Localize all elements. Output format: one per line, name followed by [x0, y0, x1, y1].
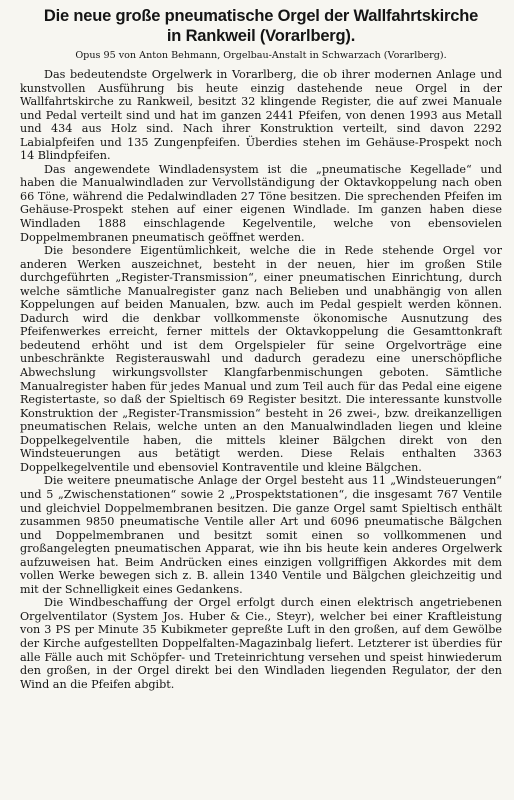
paragraph: Das angewendete Windladensystem ist die „pneumatische Kegellade“ und haben die Manualwindladen zur Vervollständigung der Oktavkoppelung nach oben 66 Töne, während die Pedalwindladen 27 Töne besitzen. Die sprechenden Pfeifen im Gehäuse-Prospekt stehen auf einer eigenen Windlade. Im ganzen haben diese Windladen 1888 einschlagende Kegelventile, welche von ebensovielen Doppelmembranen pneumatisch geöffnet werden. [20, 162, 502, 244]
document-subtitle: Opus 95 von Anton Behmann, Orgelbau-Anstalt in Schwarzach (Vorarlberg). [75, 50, 447, 61]
document-title [20, 6, 502, 46]
paragraph: Die besondere Eigentümlichkeit, welche die in Rede stehende Orgel vor anderen Werken auszeichnet, besteht in der neuen, hier im großen Stile durchgeführten „Register-Transmission“, einer pneumatischen Einrichtung, durch welche sämtliche Manualregister ganz nach Belieben und unabhängig von allen Koppelungen auf beiden Manualen, bzw. auch im Pedal gespielt werden können. Dadurch wird die denkbar vollkommenste ökonomische Ausnutzung des Pfeifenwerkes erreicht, ferner mittels der Oktavkoppelung die Gesamttonkraft bedeutend erhöht und ist dem Orgelspieler für seine Orgelvorträge eine unbeschränkte Registerauswahl und dadurch geradezu eine unerschöpfliche Abwechslung wirkungsvollster Klangfarbenmischungen geboten. Sämtliche Manualregister haben für jedes Manual und zum Teil auch für das Pedal eine eigene Registertaste, so daß der Spieltisch 69 Register besitzt. Die interessante kunstvolle Konstruktion der „Register-Transmission“ besteht in 26 zwei-, bzw. dreikanzelligen pneumatischen Relais, welche unten an den Manualwindladen liegen und kleine Doppelkegelventile haben, die mittels kleiner Bälgchen direkt von den Windsteuerungen aus betätigt werden. Diese Relais enthalten 3363 Doppelkegelventile und ebensoviel Kontraventile und kleine Bälgchen. [20, 244, 502, 474]
paragraph: Die weitere pneumatische Anlage der Orgel besteht aus 11 „Windsteuerungen“ und 5 „Zwischenstationen“ sowie 2 „Prospektstationen“, die insgesamt 767 Ventile und gleichviel Doppelmembranen besitzen. Die ganze Orgel samt Spieltisch enthält zusammen 9850 pneumatische Ventile aller Art und 6096 pneumatische Bälgchen und Doppelmembranen und besitzt somit einen so vollkommenen und großangelegten pneumatischen Apparat, wie ihn bis heute kein anderes Orgelwerk aufzuweisen hat. Beim Andrücken eines einzigen vollgriffigen Akkordes mit dem vollen Werke bewegen sich z. B. allein 1340 Ventile und Bälgchen gleichzeitig und mit der Schnelligkeit eines Gedankens. [20, 474, 502, 596]
title-line-2: in Rankweil (Vorarlberg). [166, 27, 356, 45]
paragraph: Das bedeutendste Orgelwerk in Vorarlberg, die ob ihrer modernen Anlage und kunstvollen Ausführung bis heute einzig dastehende neue Orgel in der Wallfahrtskirche zu Rankweil, besitzt 32 klingende Register, die auf zwei Manuale und Pedal verteilt sind und hat im ganzen 2441 Pfeifen, von denen 1993 aus Metall und 434 aus Holz sind. Nach ihrer Konstruktion verteilt, sind davon 2292 Labialpfeifen und 135 Zungenpfeifen. Überdies stehen im Gehäuse-Prospekt noch 14 Blindpfeifen. [20, 68, 502, 163]
paragraph: Die Windbeschaffung der Orgel erfolgt durch einen elektrisch angetriebenen Orgelventilator (System Jos. Huber & Cie., Steyr), welcher bei einer Kraftleistung von 3 PS per Minute 35 Kubikmeter gepreßte Luft in den großen, auf dem Gewölbe der Kirche aufgestellten Doppelfalten-Magazinbalg liefert. Letzterer ist überdies für alle Fälle auch mit Schöpfer- und Treteinrichtung versehen und speist hinwiederum den großen, in der Orgel direkt bei den Windladen liegenden Regulator, der den Wind an die Pfeifen abgibt. [20, 596, 502, 691]
title-line-1: Die neue große pneumatische Orgel der Wallfahrtskirche [43, 7, 479, 25]
document-body [20, 68, 502, 691]
